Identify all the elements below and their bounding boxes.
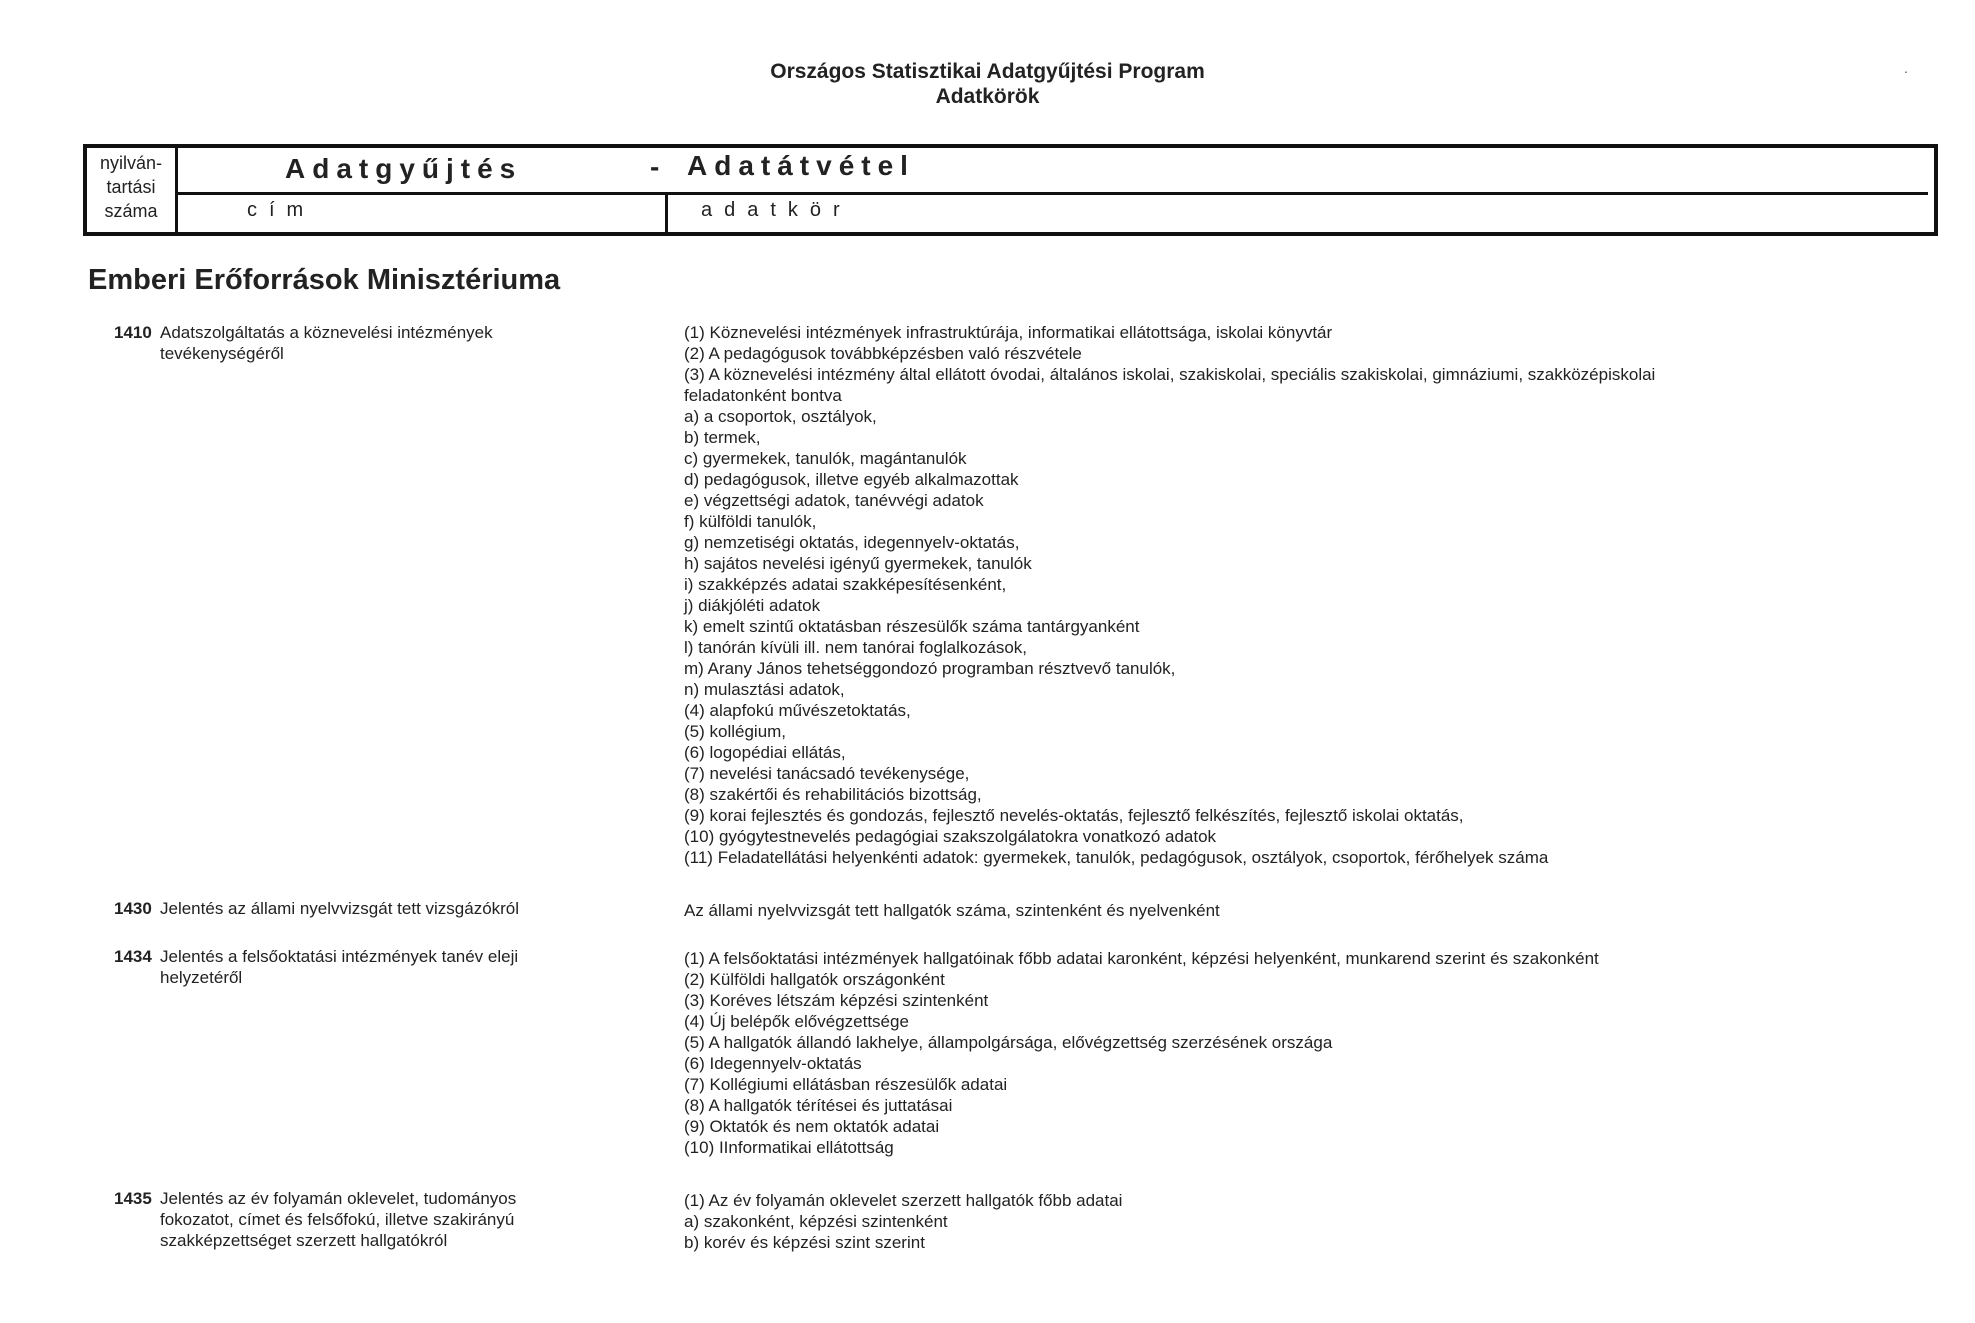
- entry-title-line: helyzetéről: [160, 968, 243, 987]
- entry-title: [160, 898, 580, 919]
- document-title: Országos Statisztikai Adatgyűjtési Program: [770, 60, 1205, 83]
- entry-number: 1434: [114, 947, 152, 966]
- data-scope-line: a) szakonként, képzési szintenként: [684, 1212, 948, 1231]
- entry-title: [160, 1188, 580, 1251]
- entry-data-scope-list: [684, 1190, 1944, 1253]
- data-scope-line: feladatonként bontva: [684, 386, 842, 405]
- data-scope-line: b) termek,: [684, 428, 761, 447]
- data-scope-line: l) tanórán kívüli ill. nem tanórai foglalkozások,: [684, 638, 1027, 657]
- data-scope-line: (1) A felsőoktatási intézmények hallgatóinak főbb adatai karonként, képzési helyenként, munkarend szerint és szakonként: [684, 949, 1599, 968]
- data-scope-line: m) Arany János tehetséggondozó programban résztvevő tanulók,: [684, 659, 1176, 678]
- corner-mark: .: [1904, 60, 1908, 76]
- data-scope-line: (1) Az év folyamán oklevelet szerzett hallgatók főbb adatai: [684, 1191, 1123, 1210]
- data-scope-line: (5) A hallgatók állandó lakhelye, állampolgársága, elővégzettség szerzésének országa: [684, 1033, 1333, 1052]
- entry-title: [160, 946, 580, 988]
- header-divider-vertical: [175, 148, 178, 232]
- data-scope-line: a) a csoportok, osztályok,: [684, 407, 877, 426]
- data-scope-line: (7) nevelési tanácsadó tevékenysége,: [684, 764, 970, 783]
- header-dash: -: [650, 151, 660, 182]
- data-scope-line: f) külföldi tanulók,: [684, 512, 817, 531]
- entry-title-line: Jelentés az állami nyelvvizsgát tett vizsgázókról: [160, 899, 520, 918]
- document-subtitle: Adatkörök: [935, 85, 1040, 108]
- data-scope-line: (1) Köznevelési intézmények infrastruktúrája, informatikai ellátottsága, iskolai könyvtár: [684, 323, 1333, 342]
- data-scope-line: (8) szakértői és rehabilitációs bizottság,: [684, 785, 982, 804]
- data-scope-line: (2) A pedagógusok továbbképzésben való részvétele: [684, 344, 1082, 363]
- data-scope-line: k) emelt szintű oktatásban részesülők száma tantárgyanként: [684, 617, 1140, 636]
- entry-number: 1410: [114, 323, 152, 342]
- header-divider-horizontal: [175, 192, 1928, 195]
- data-scope-line: (9) Oktatók és nem oktatók adatai: [684, 1117, 940, 1136]
- data-scope-line: b) korév és képzési szint szerint: [684, 1233, 925, 1252]
- data-transfer-header: Adatátvétel: [687, 150, 915, 181]
- data-scope-line: h) sajátos nevelési igényű gyermekek, tanulók: [684, 554, 1032, 573]
- data-scope-line: (4) Új belépők elővégzettsége: [684, 1012, 909, 1031]
- data-scope-line: i) szakképzés adatai szakképesítésenként,: [684, 575, 1007, 594]
- data-scope-line: (10) IInformatikai ellátottság: [684, 1138, 894, 1157]
- entry-data-scope-list: [684, 322, 1944, 868]
- entry-title-line: fokozatot, címet és felsőfokú, illetve szakirányú: [160, 1210, 515, 1229]
- data-collection-header: Adatgyűjtés: [285, 153, 523, 184]
- data-scope-line: e) végzettségi adatok, tanévvégi adatok: [684, 491, 984, 510]
- data-scope-line: j) diákjóléti adatok: [684, 596, 821, 615]
- registry-number-header-line: tartási: [106, 177, 156, 197]
- data-scope-line: (9) korai fejlesztés és gondozás, fejlesztő nevelés-oktatás, fejlesztő felkészítés, fejlesztő iskolai oktatás,: [684, 806, 1464, 825]
- data-scope-line: (2) Külföldi hallgatók országonként: [684, 970, 945, 989]
- entry-title-line: Jelentés a felsőoktatási intézmények tanév eleji: [160, 947, 519, 966]
- data-scope-line: Az állami nyelvvizsgát tett hallgatók száma, szintenként és nyelvenként: [684, 901, 1220, 920]
- registry-number-header-line: száma: [104, 201, 158, 221]
- data-scope-line: (5) kollégium,: [684, 722, 787, 741]
- data-scope-line: (10) gyógytestnevelés pedagógiai szakszolgálatokra vonatkozó adatok: [684, 827, 1217, 846]
- data-scope-line: (6) Idegennyelv-oktatás: [684, 1054, 862, 1073]
- entry-title-line: Adatszolgáltatás a köznevelési intézmények: [160, 323, 493, 342]
- header-divider-vertical-lower: [665, 194, 668, 232]
- entry-title-line: Jelentés az év folyamán oklevelet, tudományos: [160, 1189, 517, 1208]
- data-scope-line: g) nemzetiségi oktatás, idegennyelv-oktatás,: [684, 533, 1020, 552]
- entry-data-scope-list: [684, 948, 1944, 1158]
- entry-number: 1430: [114, 899, 152, 918]
- data-scope-line: (7) Kollégiumi ellátásban részesülők adatai: [684, 1075, 1008, 1094]
- entry-data-scope-list: [684, 900, 1944, 921]
- registry-number-header: [87, 151, 175, 223]
- column-header-box: [83, 144, 1938, 236]
- data-scope-line: (8) A hallgatók térítései és juttatásai: [684, 1096, 953, 1115]
- title-column-header: cím: [247, 199, 316, 221]
- registry-number-header-line: nyilván-: [99, 153, 163, 173]
- data-scope-column-header: adatkör: [701, 199, 852, 221]
- data-scope-line: (3) A köznevelési intézmény által ellátott óvodai, általános iskolai, szakiskolai, speciális szakiskolai, gimnáziumi, szakközépiskolai: [684, 365, 1656, 384]
- data-scope-line: c) gyermekek, tanulók, magántanulók: [684, 449, 967, 468]
- data-scope-line: (6) logopédiai ellátás,: [684, 743, 846, 762]
- data-scope-line: n) mulasztási adatok,: [684, 680, 845, 699]
- entry-title-line: tevékenységéről: [160, 344, 284, 363]
- data-scope-line: d) pedagógusok, illetve egyéb alkalmazottak: [684, 470, 1019, 489]
- entry-number: 1435: [114, 1189, 152, 1208]
- entry-title: [160, 322, 580, 364]
- data-scope-line: (11) Feladatellátási helyenkénti adatok: gyermekek, tanulók, pedagógusok, osztályok, csoportok, férőhelyek száma: [684, 848, 1549, 867]
- data-scope-line: (3) Koréves létszám képzési szintenként: [684, 991, 989, 1010]
- ministry-heading: Emberi Erőforrások Minisztériuma: [88, 264, 561, 296]
- data-scope-line: (4) alapfokú művészetoktatás,: [684, 701, 911, 720]
- entry-title-line: szakképzettséget szerzett hallgatókról: [160, 1231, 448, 1250]
